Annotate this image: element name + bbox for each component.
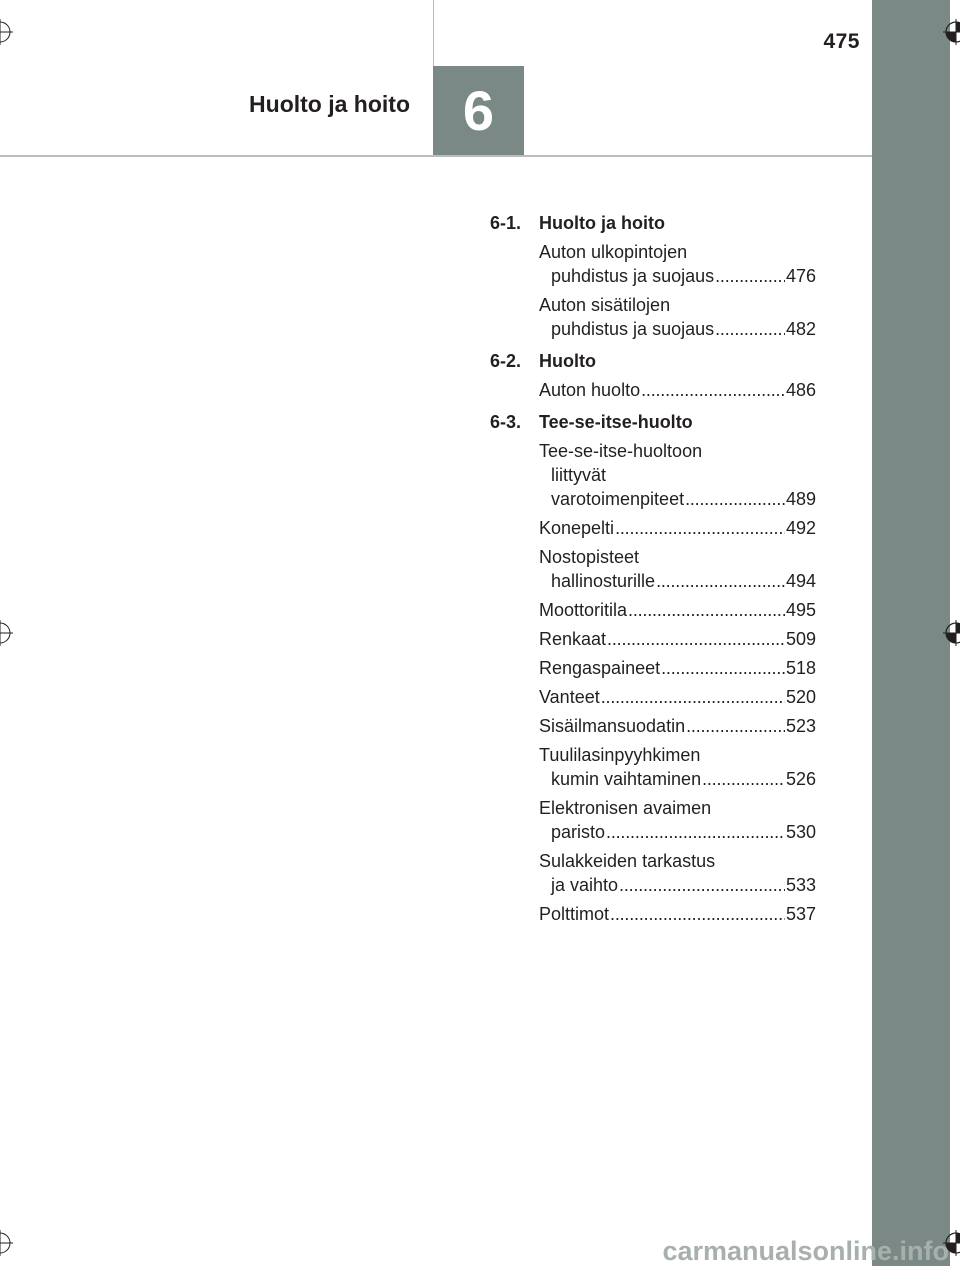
registration-mark-icon xyxy=(0,19,13,45)
dot-leader xyxy=(619,873,785,897)
toc-entry-text: Tuulilasinpyyhkimen xyxy=(539,745,701,765)
toc-entry[interactable] xyxy=(539,293,816,341)
registration-mark-icon xyxy=(943,620,960,646)
dot-leader xyxy=(715,317,785,341)
toc-entry-text: Moottoritila xyxy=(539,600,628,620)
toc-section-title: Huolto ja hoito xyxy=(539,213,665,233)
toc-entry-text: liittyvät xyxy=(551,465,607,485)
toc-section-heading xyxy=(490,410,816,434)
toc-entry-text: puhdistus ja suojaus xyxy=(551,266,715,286)
toc-section-number: 6-1. xyxy=(490,213,522,233)
toc-section-title: Tee-se-itse-huolto xyxy=(539,412,693,432)
dot-leader xyxy=(656,569,785,593)
dot-leader xyxy=(641,378,785,402)
dot-leader xyxy=(686,714,785,738)
toc-page-number[interactable]: 530 xyxy=(785,822,816,842)
toc-entry[interactable] xyxy=(539,743,816,791)
dot-leader xyxy=(615,516,785,540)
toc-page-number[interactable]: 523 xyxy=(785,716,816,736)
watermark-text: carmanualsonline.info xyxy=(662,1236,949,1266)
toc-page-number[interactable]: 520 xyxy=(785,687,816,707)
toc-entry-text: paristo xyxy=(551,822,606,842)
toc-entry-text: puhdistus ja suojaus xyxy=(551,319,715,339)
toc-entry-text: Rengaspaineet xyxy=(539,658,661,678)
toc-entry-text: Auton huolto xyxy=(539,380,641,400)
header-divider-horizontal xyxy=(0,155,872,157)
dot-leader xyxy=(606,820,785,844)
toc-entry-text: ja vaihto xyxy=(551,875,619,895)
toc-page-number[interactable]: 494 xyxy=(785,571,816,591)
toc-entry-text: Nostopisteet xyxy=(539,547,640,567)
toc-entry[interactable] xyxy=(539,714,816,738)
toc-page-number[interactable]: 509 xyxy=(785,629,816,649)
page-number: 475 xyxy=(823,30,860,53)
toc-entry[interactable] xyxy=(539,849,816,897)
dot-leader xyxy=(628,598,785,622)
registration-mark-icon xyxy=(0,1230,13,1256)
dot-leader xyxy=(715,264,785,288)
toc-section-number: 6-2. xyxy=(490,351,522,371)
toc-page-number[interactable]: 526 xyxy=(785,769,816,789)
dot-leader xyxy=(601,685,785,709)
toc-entry-text: kumin vaihtaminen xyxy=(551,769,702,789)
toc-entry[interactable] xyxy=(539,516,816,540)
toc-entry[interactable] xyxy=(539,439,816,511)
toc-page-number[interactable]: 489 xyxy=(785,489,816,509)
toc-entry-text: varotoimenpiteet xyxy=(551,489,685,509)
toc-page-number[interactable]: 537 xyxy=(785,904,816,924)
toc-entry-text: hallinosturille xyxy=(551,571,656,591)
toc-entry-text: Vanteet xyxy=(539,687,600,707)
toc-entry-text: Sulakkeiden tarkastus xyxy=(539,851,716,871)
chapter-title: Huolto ja hoito xyxy=(249,91,410,117)
toc-entry-text: Polttimot xyxy=(539,904,610,924)
dot-leader xyxy=(607,627,785,651)
toc-entry[interactable] xyxy=(539,627,816,651)
toc-page-number[interactable]: 518 xyxy=(785,658,816,678)
chapter-number-badge: 6 xyxy=(433,66,524,155)
toc-page-number[interactable]: 482 xyxy=(785,319,816,339)
toc-entry[interactable] xyxy=(539,685,816,709)
toc-entry-text: Auton sisätilojen xyxy=(539,295,671,315)
dot-leader xyxy=(685,487,785,511)
toc-page-number[interactable]: 486 xyxy=(785,380,816,400)
toc-entry[interactable] xyxy=(539,378,816,402)
header-divider-vertical xyxy=(433,0,434,66)
toc-section-title: Huolto xyxy=(539,351,596,371)
toc-entry-text: Sisäilmansuodatin xyxy=(539,716,686,736)
toc-page-number[interactable]: 492 xyxy=(785,518,816,538)
table-of-contents xyxy=(490,211,816,926)
toc-page-number[interactable]: 476 xyxy=(785,266,816,286)
toc-entry-text: Renkaat xyxy=(539,629,607,649)
toc-section-heading xyxy=(490,349,816,373)
dot-leader xyxy=(702,767,785,791)
toc-entry[interactable] xyxy=(539,598,816,622)
chapter-side-tab xyxy=(872,0,950,1266)
toc-entry-text: Elektronisen avaimen xyxy=(539,798,712,818)
toc-entry[interactable] xyxy=(539,656,816,680)
dot-leader xyxy=(661,656,785,680)
toc-entry[interactable] xyxy=(539,545,816,593)
toc-entry[interactable] xyxy=(539,902,816,926)
registration-mark-icon xyxy=(0,620,13,646)
toc-section-heading xyxy=(490,211,816,235)
registration-mark-icon xyxy=(943,19,960,45)
toc-entry[interactable] xyxy=(539,796,816,844)
toc-entry[interactable] xyxy=(539,240,816,288)
toc-entry-text: Auton ulkopintojen xyxy=(539,242,688,262)
dot-leader xyxy=(610,902,785,926)
toc-page-number[interactable]: 533 xyxy=(785,875,816,895)
toc-page-number[interactable]: 495 xyxy=(785,600,816,620)
toc-entry-text: Tee-se-itse-huoltoon xyxy=(539,441,703,461)
toc-section-number: 6-3. xyxy=(490,412,522,432)
toc-entry-text: Konepelti xyxy=(539,518,615,538)
